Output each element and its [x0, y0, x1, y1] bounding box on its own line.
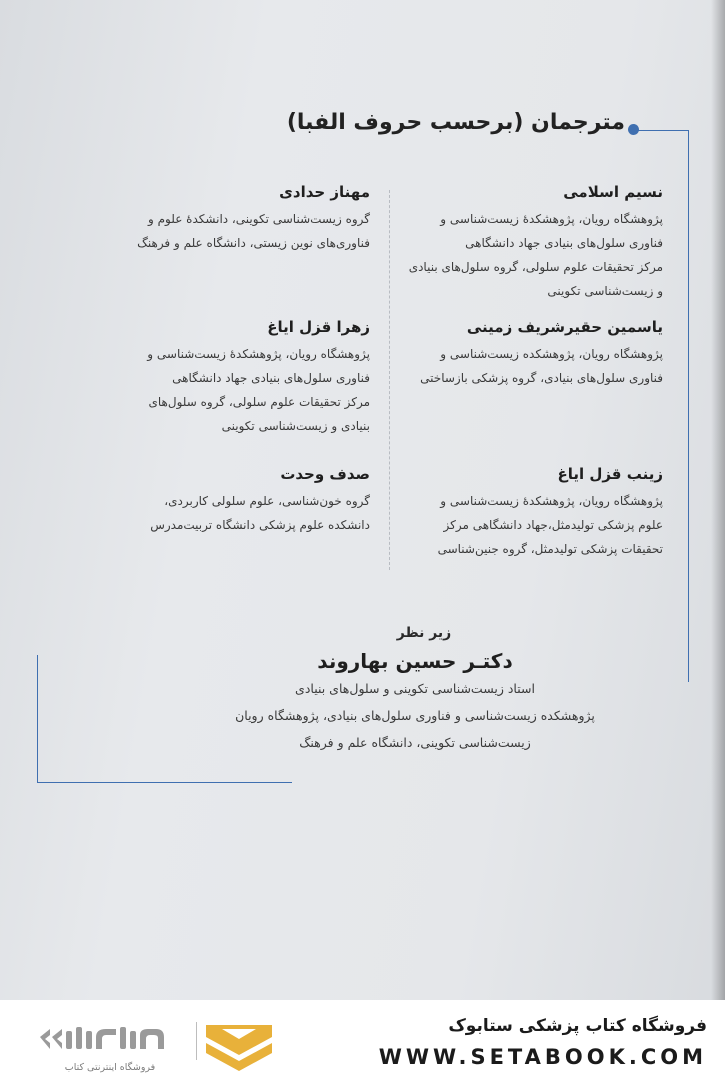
page-title: مترجمان (برحسب حروف الفبا) — [286, 110, 625, 135]
translator-name: صدف وحدت — [280, 465, 370, 483]
frame-line-top — [634, 130, 688, 131]
affiliation-line: گروه خون‌شناسی، علوم سلولی کاربردی، — [164, 494, 370, 508]
affiliation-line: پژوهشگاه رویان، پژوهشکدهٔ زیست‌شناسی و — [147, 347, 370, 361]
page-edge-shadow — [711, 0, 725, 1000]
affiliation-line: فناوری سلول‌های بنیادی جهاد دانشگاهی — [172, 371, 370, 385]
affiliation-line: پژوهشگاه رویان، پژوهشکده زیست‌شناسی و — [440, 347, 663, 361]
supervisor-name: دکتـر حسین بهاروند — [317, 649, 513, 673]
translator-entry — [70, 465, 370, 537]
supervisor-block — [200, 625, 630, 756]
translator-name: زهرا قزل ایاغ — [267, 318, 370, 336]
affiliation-line: بنیادی و زیست‌شناسی تکوینی — [221, 419, 370, 433]
translator-affiliation — [70, 207, 370, 255]
translator-name: یاسمین حقیرشریف زمینی — [466, 318, 663, 336]
affiliation-line: استاد زیست‌شناسی تکوینی و سلول‌های بنیادی — [295, 681, 535, 696]
logo-divider — [196, 1022, 197, 1060]
logo-chevron-icon — [206, 1025, 272, 1071]
affiliation-line: زیست‌شناسی تکوینی، دانشگاه علم و فرهنگ — [299, 735, 531, 750]
affiliation-line: گروه زیست‌شناسی تکوینی، دانشکدهٔ علوم و — [148, 212, 370, 226]
store-title: فروشگاه کتاب پزشکی ستابوک — [448, 1016, 707, 1036]
affiliation-line: تحقیقات پزشکی تولیدمثل، گروه جنین‌شناسی — [437, 542, 663, 556]
supervisor-label: زیر نظر — [396, 625, 452, 641]
translator-name: نسیم اسلامی — [563, 183, 663, 201]
affiliation-line: دانشکده علوم پزشکی دانشگاه تربیت‌مدرس — [150, 518, 370, 532]
translator-affiliation — [70, 342, 370, 438]
translator-entry — [343, 465, 663, 561]
frame-line-bottom — [37, 782, 292, 783]
logo-subtitle: فروشگاه اینترنتی کتاب — [64, 1062, 156, 1073]
affiliation-line: فناوری سلول‌های بنیادی، گروه پزشکی بازساختی — [420, 371, 663, 385]
translator-entry — [353, 183, 663, 303]
translator-name: مهناز حدادی — [279, 183, 370, 201]
affiliation-line: فناوری‌های نوین زیستی، دانشگاه علم و فرهنگ — [137, 236, 370, 250]
translator-affiliation — [343, 489, 663, 561]
affiliation-line: فناوری سلول‌های بنیادی جهاد دانشگاهی — [465, 236, 663, 250]
store-url-link[interactable]: WWW.SETABOOK.COM — [378, 1045, 707, 1069]
logo-wordmark-icon — [40, 1027, 164, 1049]
affiliation-line: پژوهشگاه رویان، پژوهشکدهٔ زیست‌شناسی و — [440, 494, 663, 508]
translator-affiliation — [70, 489, 370, 537]
affiliation-line: پژوهشگاه رویان، پژوهشکدهٔ زیست‌شناسی و — [440, 212, 663, 226]
affiliation-line: و زیست‌شناسی تکوینی — [547, 284, 663, 298]
affiliation-line: پژوهشکده زیست‌شناسی و فناوری سلول‌های بنیادی، پژوهشگاه رویان — [235, 708, 595, 723]
supervisor-affiliation — [200, 675, 630, 756]
frame-line-right — [688, 130, 689, 682]
translator-affiliation — [353, 207, 663, 303]
translator-affiliation — [343, 342, 663, 390]
translator-entry — [70, 318, 370, 438]
affiliation-line: علوم پزشکی تولیدمثل،جهاد دانشگاهی مرکز — [443, 518, 663, 532]
affiliation-line: مرکز تحقیقات علوم سلولی، گروه سلول‌های — [148, 395, 370, 409]
translator-name: زینب قزل ایاغ — [557, 465, 663, 483]
heading-bullet-icon — [628, 124, 639, 135]
translator-entry — [70, 183, 370, 255]
frame-line-left — [37, 655, 38, 783]
affiliation-line: مرکز تحقیقات علوم سلولی، گروه سلول‌های بنیادی — [408, 260, 663, 274]
translator-entry — [343, 318, 663, 390]
